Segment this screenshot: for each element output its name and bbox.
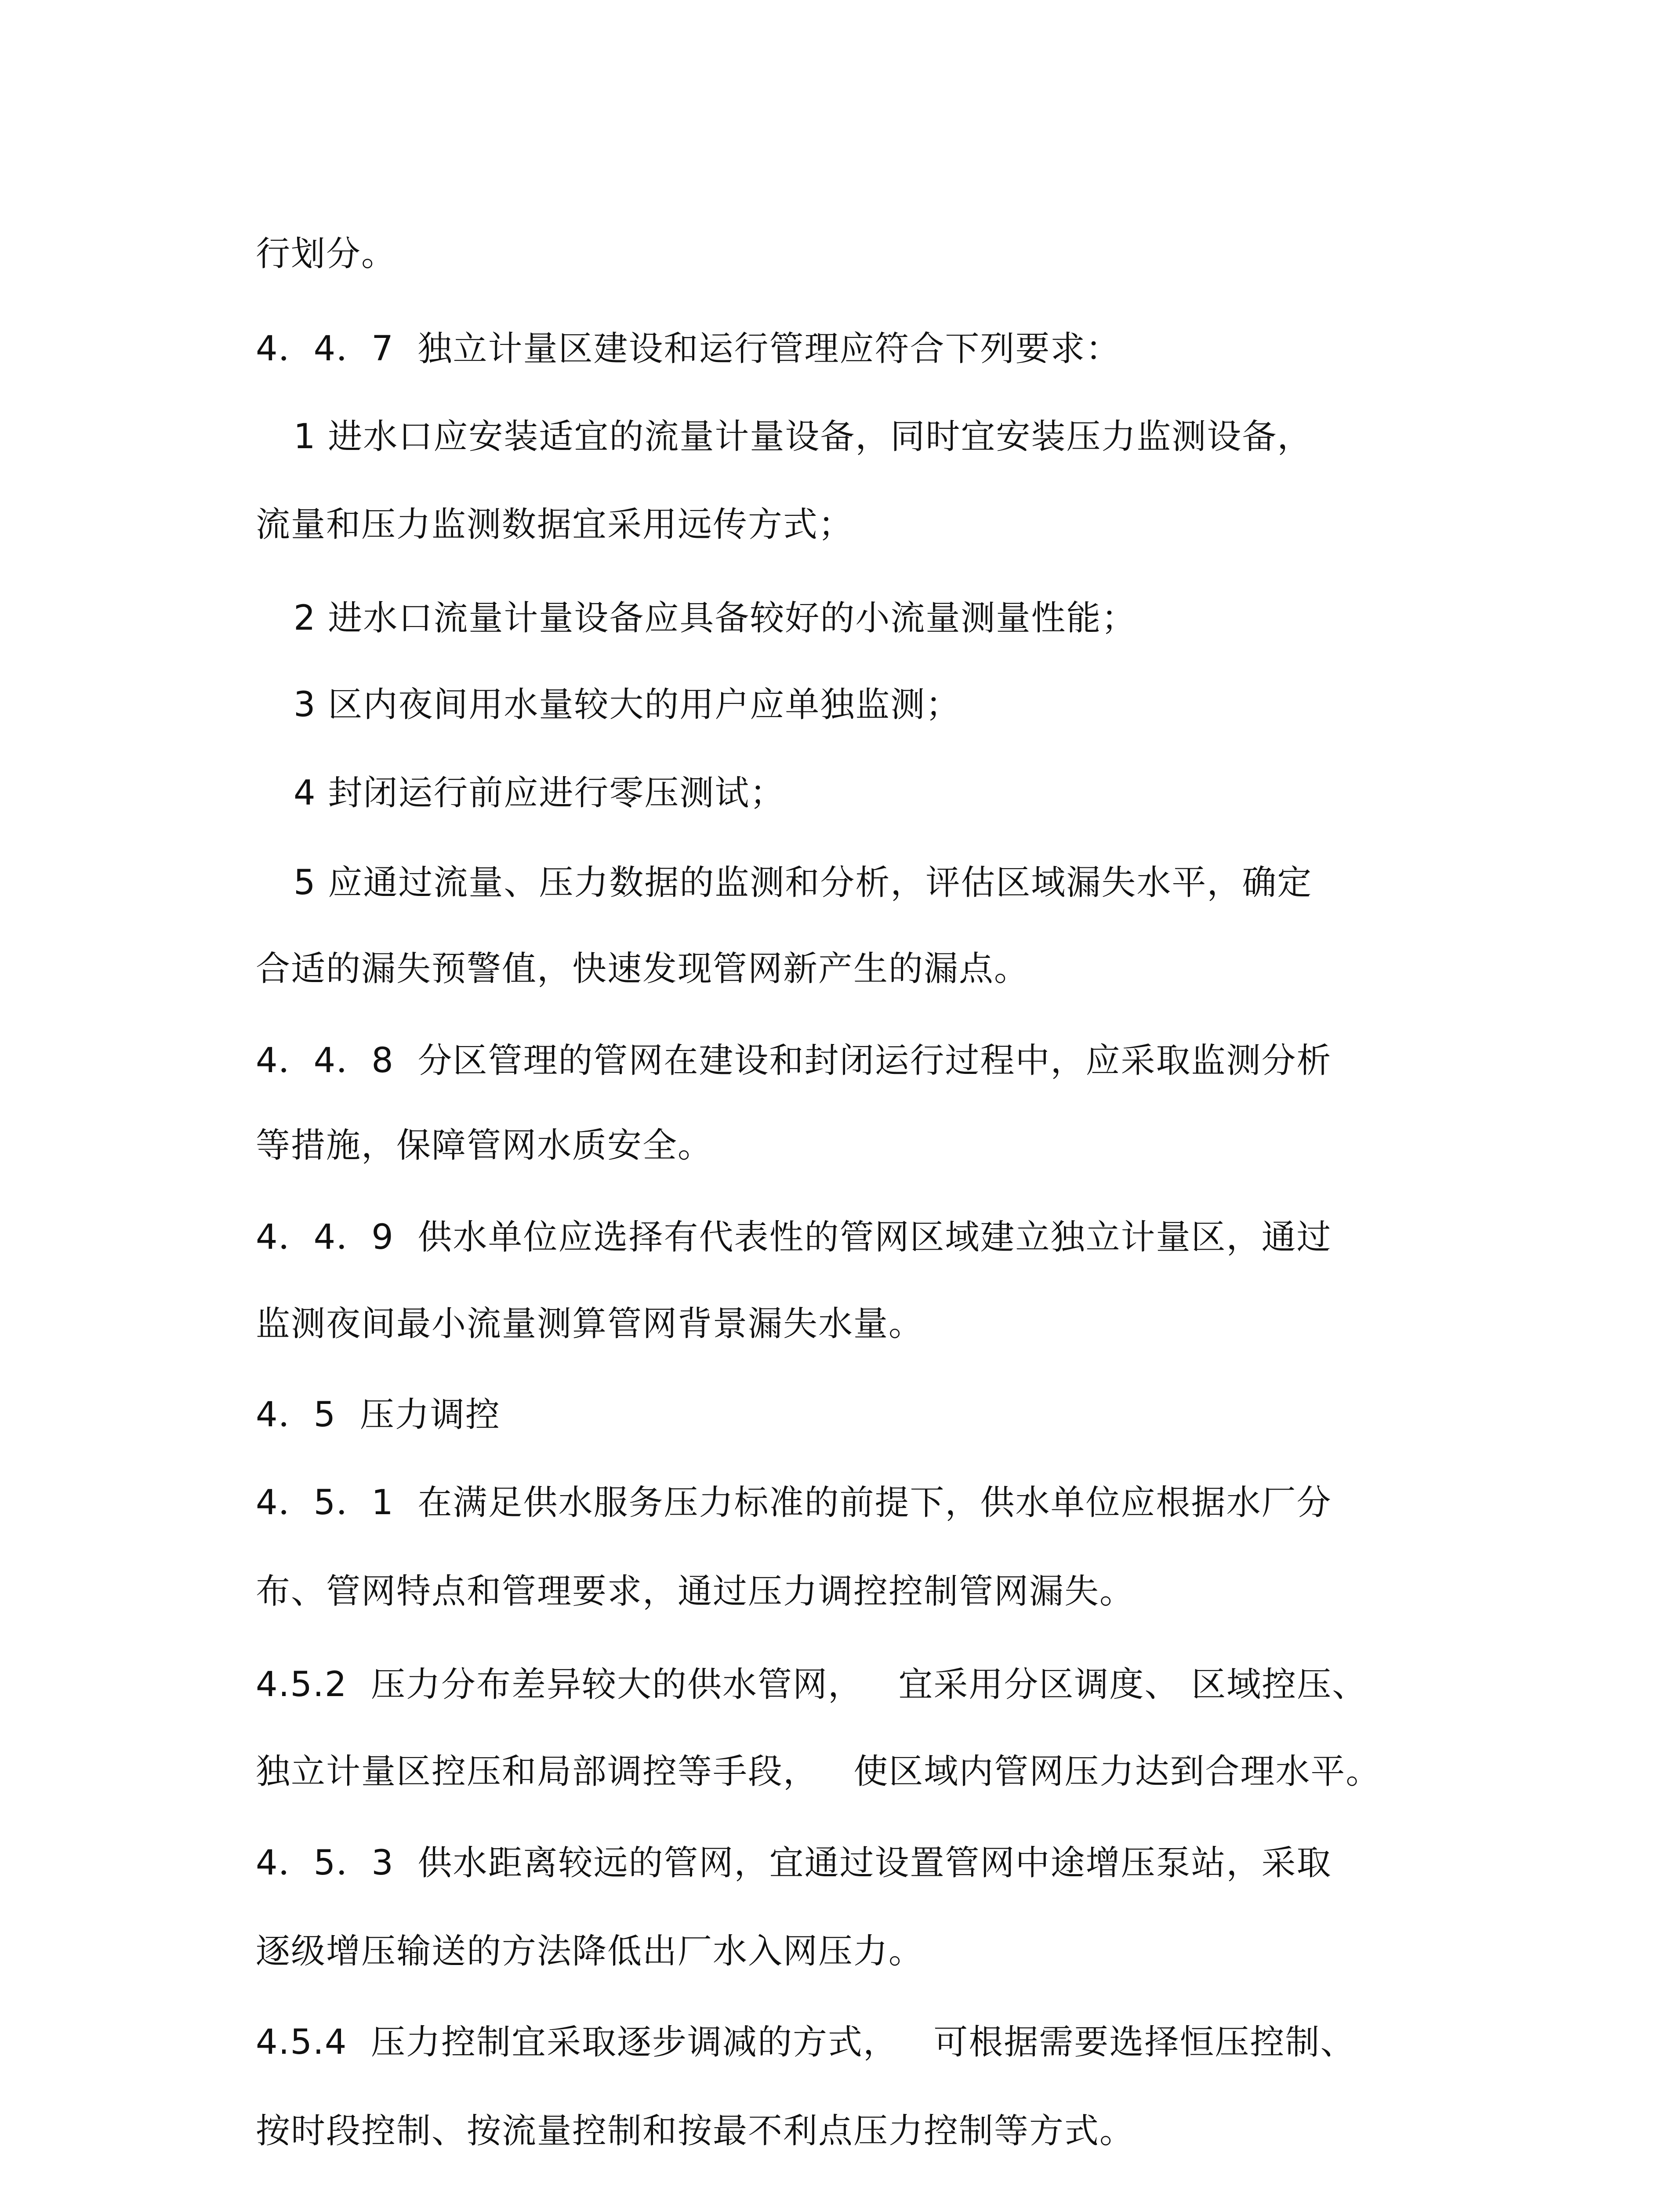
list-item: 4 封闭运行前应进行零压测试；	[294, 773, 785, 813]
section-heading: 4.5.2 压力分布差异较大的供水管网， 宜采用分区调度、 区域控压、	[256, 1665, 1368, 1704]
text-line: 合适的漏失预警值，快速发现管网新产生的漏点。	[256, 949, 1030, 989]
section-heading: 4.5.4 压力控制宜采取逐步调减的方式， 可根据需要选择恒压控制、	[256, 2023, 1356, 2062]
section-heading: 4．5 压力调控	[256, 1395, 501, 1435]
text-line: 等措施，保障管网水质安全。	[256, 1126, 713, 1165]
section-heading: 4．5．3 供水距离较远的管网，宜通过设置管网中途增压泵站，采取	[256, 1843, 1332, 1883]
list-item: 3 区内夜间用水量较大的用户应单独监测；	[294, 685, 961, 725]
list-item: 5 应通过流量、压力数据的监测和分析，评估区域漏失水平，确定	[294, 863, 1313, 903]
list-item: 2 进水口流量计量设备应具备较好的小流量测量性能；	[294, 598, 1137, 638]
text-line: 布、管网特点和管理要求，通过压力调控控制管网漏失。	[256, 1572, 1135, 1611]
text-line: 行划分。	[256, 234, 397, 274]
text-line: 流量和压力监测数据宜采用远传方式；	[256, 505, 854, 544]
section-heading: 4．5．1 在满足供水服务压力标准的前提下，供水单位应根据水厂分	[256, 1483, 1332, 1523]
text-line: 监测夜间最小流量测算管网背景漏失水量。	[256, 1304, 924, 1344]
text-line: 按时段控制、按流量控制和按最不利点压力控制等方式。	[256, 2111, 1135, 2151]
section-heading: 4．4．8 分区管理的管网在建设和封闭运行过程中，应采取监测分析	[256, 1041, 1332, 1080]
section-heading: 4．4．7 独立计量区建设和运行管理应符合下列要求：	[256, 329, 1121, 369]
text-line: 逐级增压输送的方法降低出厂水入网压力。	[256, 1932, 924, 1971]
section-heading: 4．4．9 供水单位应选择有代表性的管网区域建立独立计量区，通过	[256, 1218, 1332, 1257]
list-item: 1 进水口应安装适宜的流量计量设备，同时宜安装压力监测设备，	[294, 417, 1313, 457]
text-line: 独立计量区控压和局部调控等手段， 使区域内管网压力达到合理水平。	[256, 1752, 1381, 1791]
